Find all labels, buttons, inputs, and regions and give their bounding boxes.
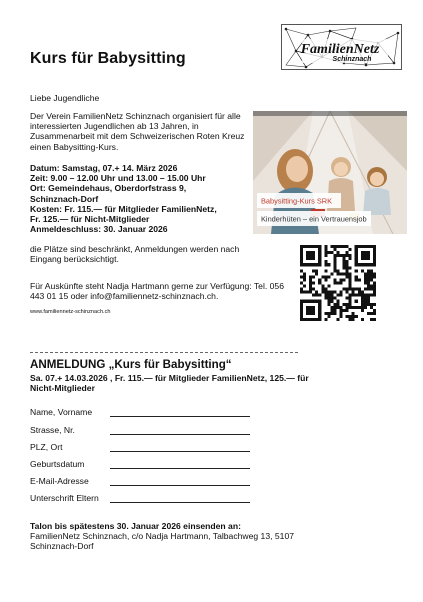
logo-text: FamilienNetz bbox=[300, 42, 380, 57]
qr-code[interactable] bbox=[300, 245, 376, 321]
course-photo bbox=[253, 111, 407, 234]
form-row-birthdate bbox=[30, 459, 260, 470]
email-field[interactable] bbox=[110, 485, 250, 486]
photo-caption: Kinderhüten – ein Vertrauensjob bbox=[261, 214, 367, 224]
name-field[interactable] bbox=[110, 416, 250, 417]
cut-line-divider bbox=[30, 352, 298, 353]
form-label-city: PLZ, Ort bbox=[30, 442, 63, 452]
form-label-signature: Unterschrift Eltern bbox=[30, 493, 99, 503]
photo-badge: Babysitting-Kurs SRK bbox=[261, 196, 333, 206]
form-label-birthdate: Geburtsdatum bbox=[30, 459, 85, 469]
detail-cost-nonmember: Fr. 125.— für Nicht-Mitglieder bbox=[30, 214, 150, 225]
detail-date: Datum: Samstag, 07.+ 14. März 2026 bbox=[30, 163, 178, 173]
familiennetz-logo bbox=[281, 24, 402, 70]
form-row-signature bbox=[30, 493, 260, 504]
website-link[interactable]: www.familiennetz-schinznach.ch bbox=[30, 309, 111, 315]
page-title: Kurs für Babysitting bbox=[30, 50, 186, 67]
intro-paragraph: Der Verein FamilienNetz Schinznach organisiert für alle interessierten Jugendlichen ab 13 Jahren, in Zusammenarbeit mit dem Schweizerischen Roten Kreuz einen Babysitting-Kurs. bbox=[30, 111, 245, 152]
form-label-name: Name, Vorname bbox=[30, 407, 93, 417]
birthdate-field[interactable] bbox=[110, 468, 250, 469]
greeting: Liebe Jugendliche bbox=[30, 93, 100, 103]
signature-field[interactable] bbox=[110, 502, 250, 503]
form-row-city bbox=[30, 442, 260, 453]
detail-time: Zeit: 9.00 – 12.00 Uhr und 13.00 – 15.00 Uhr bbox=[30, 173, 206, 184]
registration-subtitle: Sa. 07.+ 14.03.2026 , Fr. 115.— für Mitglieder FamilienNetz, 125.— für Nicht-Mitglieder bbox=[30, 373, 309, 394]
places-note: die Plätze sind beschränkt, Anmeldungen werden nach Eingang berücksichtigt. bbox=[30, 244, 240, 265]
course-details bbox=[30, 163, 266, 234]
city-field[interactable] bbox=[110, 451, 250, 452]
contact-info: Für Auskünfte steht Nadja Hartmann gerne zur Verfügung: Tel. 056 443 01 15 oder info@familiennetz-schinznach.ch. bbox=[30, 281, 284, 302]
form-row-email bbox=[30, 476, 260, 487]
detail-cost: Kosten: Fr. 115.— für Mitglieder FamilienNetz, bbox=[30, 203, 217, 214]
detail-deadline: Anmeldeschluss: 30. Januar 2026 bbox=[30, 224, 168, 235]
street-field[interactable] bbox=[110, 434, 250, 435]
detail-location-town: Schinznach-Dorf bbox=[30, 193, 99, 204]
registration-title: ANMELDUNG „Kurs für Babysitting“ bbox=[30, 358, 232, 371]
talon-address: FamilienNetz Schinznach, c/o Nadja Hartmann, Talbachweg 13, 5107 Schinznach-Dorf bbox=[30, 531, 295, 552]
form-row-name bbox=[30, 407, 260, 418]
form-row-street bbox=[30, 425, 260, 436]
logo-subtext: Schinznach bbox=[332, 56, 372, 63]
form-label-street: Strasse, Nr. bbox=[30, 425, 75, 435]
form-label-email: E-Mail-Adresse bbox=[30, 476, 89, 486]
talon-section bbox=[30, 521, 320, 552]
talon-deadline: Talon bis spätestens 30. Januar 2026 einsenden an: bbox=[30, 521, 241, 531]
detail-location: Ort: Gemeindehaus, Oberdorfstrass 9, bbox=[30, 183, 187, 194]
